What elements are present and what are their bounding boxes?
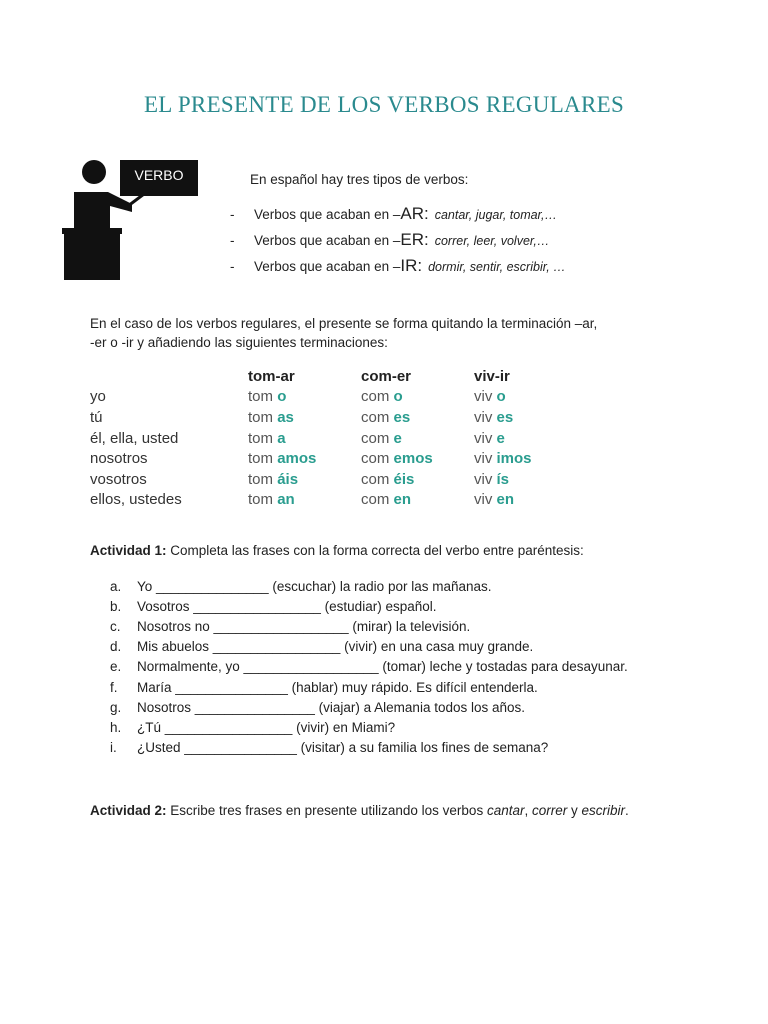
verb-type-er: [230, 230, 566, 256]
activity-text: Escribe tres frases en presente utilizando los verbos: [166, 803, 487, 818]
verb-stem: tom: [248, 429, 278, 447]
period: .: [625, 803, 629, 818]
separator: y: [567, 803, 582, 818]
verb-ending: e: [393, 429, 402, 447]
verb-ending: en: [393, 491, 412, 509]
pronoun-cell: ellos, ustedes: [90, 491, 182, 509]
exercise-letter: g.: [110, 699, 122, 715]
conjugation-row: [90, 428, 584, 449]
exercise-letter: f.: [110, 679, 118, 695]
conjugation-cell-ar: [248, 491, 361, 508]
exercise-sentence: Mis abuelos _________________ (vivir) en una casa muy grande.: [137, 639, 534, 655]
verb-stem: tom: [248, 408, 278, 426]
conjugation-cell-ir: [474, 430, 584, 447]
exercise-letter: a.: [110, 578, 122, 594]
exercise-letter: e.: [110, 659, 122, 675]
verb-ending: en: [496, 491, 515, 509]
verb-ending: es: [393, 408, 411, 426]
verb-types-list: [230, 204, 566, 282]
conjugation-row: [90, 448, 584, 469]
conjugation-table: [90, 366, 584, 510]
verb-ending: ís: [496, 470, 510, 488]
verb-stem: tom: [248, 450, 278, 468]
verb-type-ending: ER:: [400, 230, 429, 249]
verb-stem: tom: [248, 388, 278, 406]
conjugation-cell-ar: [248, 430, 361, 447]
exercise-item: [110, 596, 628, 616]
exercise-sentence: María _______________ (hablar) muy rápido. Es difícil entenderla.: [137, 679, 538, 695]
activity-2-instruction: [90, 803, 629, 818]
verb-cantar: cantar: [486, 803, 525, 818]
exercise-sentence: Nosotros ________________ (viajar) a Alemania todos los años.: [137, 699, 526, 715]
conjugation-cell-er: [361, 388, 474, 405]
conjugation-row: [90, 490, 584, 511]
pronoun-cell: tú: [90, 408, 103, 426]
verb-type-examples: cantar, jugar, tomar,…: [434, 208, 558, 222]
exercise-item: [110, 576, 628, 596]
conjugation-row: [90, 387, 584, 408]
verb-ending: imos: [496, 450, 532, 468]
conjugation-header-row: [90, 366, 584, 387]
verb-stem: com: [361, 429, 394, 447]
paragraph-line: En el caso de los verbos regulares, el presente se forma quitando la terminación –ar,: [90, 316, 598, 331]
intro-text: En español hay tres tipos de verbos:: [250, 172, 469, 187]
conjugation-cell-ir: [474, 491, 584, 508]
verb-stem: viv: [474, 470, 497, 488]
conjugation-cell-ir: [474, 388, 584, 405]
exercise-letter: d.: [110, 639, 122, 655]
conjugation-cell-ar: [248, 471, 361, 488]
verb-type-ar: [230, 204, 566, 230]
conjugation-cell-er: [361, 491, 474, 508]
verb-type-examples: dormir, sentir, escribir, …: [428, 260, 566, 274]
pronoun-cell: nosotros: [90, 450, 148, 468]
conjugation-cell-ir: [474, 450, 584, 467]
verb-ending: éis: [393, 470, 415, 488]
verb-ending: áis: [277, 470, 299, 488]
conjugation-cell-ir: [474, 471, 584, 488]
verb-type-prefix: Verbos que acaban en –: [254, 259, 401, 274]
exercise-sentence: Nosotros no __________________ (mirar) la televisión.: [137, 618, 471, 634]
verb-stem: viv: [474, 429, 497, 447]
conjugation-row: [90, 407, 584, 428]
verb-correr: correr: [532, 803, 568, 818]
verb-escribir: escribir: [581, 803, 626, 818]
activity-instruction: Completa las frases con la forma correcta del verbo entre paréntesis:: [166, 543, 584, 558]
board-label: VERBO: [134, 167, 184, 183]
verb-ending: o: [277, 388, 287, 406]
conjugation-cell-ar: [248, 388, 361, 405]
verb-ending: an: [277, 491, 295, 509]
verb-stem: com: [361, 408, 394, 426]
verb-ending: o: [496, 388, 506, 406]
teacher-at-blackboard-icon: [62, 158, 202, 280]
pronoun-cell: él, ella, usted: [90, 429, 179, 447]
exercise-sentence: ¿Tú _________________ (vivir) en Miami?: [137, 719, 396, 735]
conjugation-cell-er: [361, 471, 474, 488]
header-cell: com-er: [361, 367, 412, 385]
conjugation-cell-er: [361, 450, 474, 467]
verb-stem: com: [361, 491, 394, 509]
conjugation-row: [90, 469, 584, 490]
dash: -: [230, 259, 235, 274]
exercise-letter: i.: [110, 740, 117, 756]
verb-stem: viv: [474, 491, 497, 509]
header-cell: tom-ar: [248, 367, 295, 385]
verb-ending: as: [277, 408, 294, 426]
activity-label: Actividad 2:: [90, 803, 167, 818]
verb-type-ending: IR:: [400, 256, 423, 275]
activity-1-instruction: [90, 543, 584, 558]
verb-stem: viv: [474, 408, 497, 426]
header-cell: viv-ir: [474, 367, 510, 385]
separator: ,: [524, 803, 532, 818]
page-title: EL PRESENTE DE LOS VERBOS REGULARES: [143, 92, 625, 117]
exercise-list: [110, 576, 628, 758]
exercise-item: [110, 637, 628, 657]
conjugation-cell-ir: [474, 409, 584, 426]
conjugation-cell-er: [361, 430, 474, 447]
verb-stem: viv: [474, 450, 497, 468]
pronoun-cell: yo: [90, 388, 106, 406]
exercise-letter: h.: [110, 719, 122, 735]
conjugation-cell-ar: [248, 409, 361, 426]
verb-ending: o: [393, 388, 403, 406]
verb-stem: tom: [248, 470, 278, 488]
verb-type-prefix: Verbos que acaban en –: [254, 233, 401, 248]
conjugation-cell-ar: [248, 450, 361, 467]
exercise-sentence: Yo _______________ (escuchar) la radio por las mañanas.: [137, 578, 492, 594]
verb-stem: com: [361, 470, 394, 488]
conjugation-cell-er: [361, 409, 474, 426]
verb-type-ending: AR:: [400, 204, 429, 223]
verb-ending: emos: [393, 450, 433, 468]
verb-stem: tom: [248, 491, 278, 509]
verb-ending: a: [277, 429, 286, 447]
exercise-item: [110, 717, 628, 737]
exercise-sentence: ¿Usted _______________ (visitar) a su familia los fines de semana?: [137, 740, 549, 756]
paragraph-line: -er o -ir y añadiendo las siguientes terminaciones:: [90, 335, 388, 350]
verb-ending: amos: [277, 450, 317, 468]
exercise-sentence: Normalmente, yo __________________ (tomar) leche y tostadas para desayunar.: [137, 659, 628, 675]
activity-label: Actividad 1:: [90, 543, 167, 558]
explanation-paragraph: [90, 314, 690, 352]
verb-ending: es: [496, 408, 514, 426]
verb-type-examples: correr, leer, volver,…: [434, 234, 550, 248]
dash: -: [230, 233, 235, 248]
exercise-item: [110, 616, 628, 636]
exercise-letter: b.: [110, 598, 122, 614]
exercise-letter: c.: [110, 618, 121, 634]
pronoun-cell: vosotros: [90, 470, 147, 488]
verb-type-ir: [230, 256, 566, 282]
exercise-sentence: Vosotros _________________ (estudiar) español.: [137, 598, 437, 614]
exercise-item: [110, 657, 628, 677]
dash: -: [230, 207, 235, 222]
verb-type-prefix: Verbos que acaban en –: [254, 207, 401, 222]
verb-stem: com: [361, 450, 394, 468]
exercise-item: [110, 697, 628, 717]
exercise-item: [110, 677, 628, 697]
verb-stem: viv: [474, 388, 497, 406]
verb-ending: e: [496, 429, 505, 447]
verb-stem: com: [361, 388, 394, 406]
exercise-item: [110, 738, 628, 758]
